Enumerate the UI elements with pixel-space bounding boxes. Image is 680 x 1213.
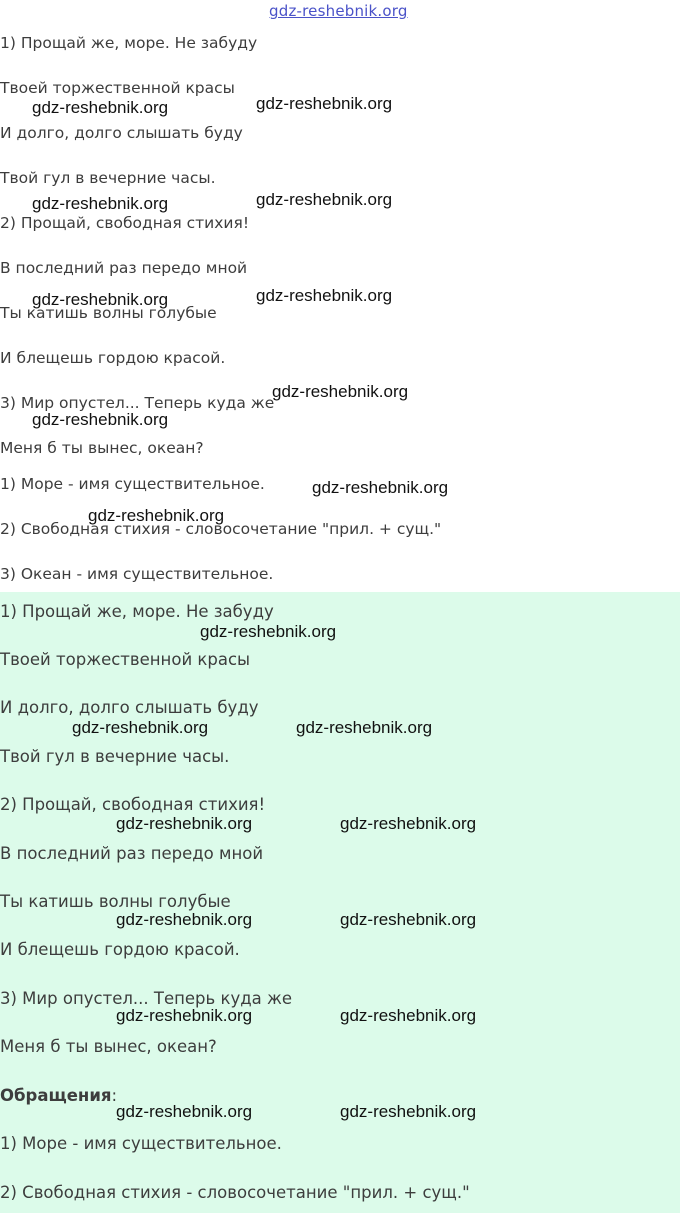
text-line: 3) Мир опустел... Теперь куда же — [0, 394, 275, 412]
text-line: 2) Прощай, свободная стихия! — [0, 795, 266, 814]
text-line: Ты катишь волны голубые — [0, 304, 217, 322]
heading-label: Обращения — [0, 1086, 112, 1105]
text-line: 3) Мир опустел... Теперь куда же — [0, 989, 292, 1008]
watermark: gdz-reshebnik.org — [116, 1102, 253, 1121]
heading-colon: : — [111, 1086, 118, 1105]
text-line: И долго, долго слышать буду — [0, 124, 243, 142]
text-line: Твоей торжественной красы — [0, 650, 251, 669]
text-line: 2) Прощай, свободная стихия! — [0, 214, 250, 232]
watermark: gdz-reshebnik.org — [340, 814, 477, 833]
watermark: gdz-reshebnik.org — [116, 1006, 253, 1025]
watermark: gdz-reshebnik.org — [200, 622, 337, 641]
text-line: В последний раз передо мной — [0, 844, 264, 863]
text-line: В последний раз передо мной — [0, 259, 248, 277]
watermark: gdz-reshebnik.org — [88, 506, 225, 525]
watermark: gdz-reshebnik.org — [340, 1102, 477, 1121]
watermark: gdz-reshebnik.org — [256, 190, 393, 209]
text-line: Ты катишь волны голубые — [0, 892, 231, 911]
watermark: gdz-reshebnik.org — [272, 382, 409, 401]
watermark: gdz-reshebnik.org — [312, 478, 449, 497]
text-line: И долго, долго слышать буду — [0, 698, 259, 717]
watermark: gdz-reshebnik.org — [32, 98, 169, 117]
watermark: gdz-reshebnik.org — [256, 94, 393, 113]
watermark: gdz-reshebnik.org — [116, 910, 253, 929]
watermark: gdz-reshebnik.org — [256, 286, 393, 305]
watermark: gdz-reshebnik.org — [340, 910, 477, 929]
text-line: И блещешь гордою красой. — [0, 940, 240, 959]
text-line: 1) Море - имя существительное. — [0, 475, 265, 493]
watermark: gdz-reshebnik.org — [116, 814, 253, 833]
text-line: 2) Свободная стихия - словосочетание "прил. + сущ." — [0, 1183, 470, 1202]
site-link[interactable]: gdz-reshebnik.org — [269, 2, 408, 20]
text-line: 1) Прощай же, море. Не забуду — [0, 34, 258, 52]
watermark: gdz-reshebnik.org — [340, 1006, 477, 1025]
watermark: gdz-reshebnik.org — [72, 718, 209, 737]
text-line: Твой гул в вечерние часы. — [0, 169, 216, 187]
text-line: Твоей торжественной красы — [0, 79, 235, 97]
watermark: gdz-reshebnik.org — [32, 290, 169, 309]
text-line: Меня б ты вынес, океан? — [0, 1037, 217, 1056]
text-line: 1) Прощай же, море. Не забуду — [0, 602, 274, 621]
watermark: gdz-reshebnik.org — [32, 194, 169, 213]
text-line: 1) Море - имя существительное. — [0, 1134, 282, 1153]
watermark: gdz-reshebnik.org — [32, 410, 169, 429]
text-line: 2) Свободная стихия - словосочетание "прил. + сущ." — [0, 520, 442, 538]
text-line: Твой гул в вечерние часы. — [0, 747, 230, 766]
text-line: 3) Океан - имя существительное. — [0, 565, 274, 583]
watermark: gdz-reshebnik.org — [296, 718, 433, 737]
section-heading — [0, 1086, 117, 1105]
text-line: И блещешь гордою красой. — [0, 349, 226, 367]
text-line: Меня б ты вынес, океан? — [0, 439, 204, 457]
